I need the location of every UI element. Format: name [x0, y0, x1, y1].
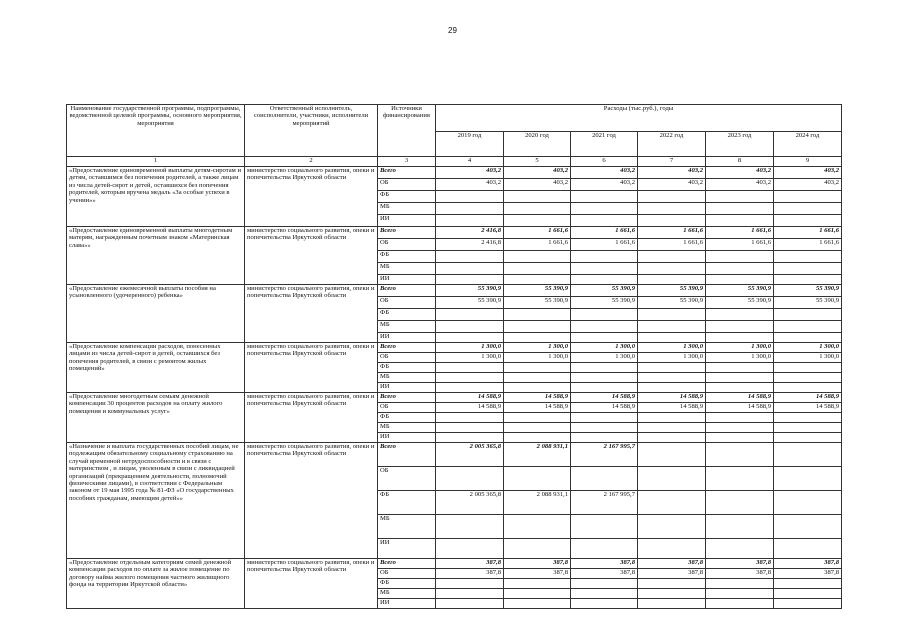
amount-cell	[774, 579, 842, 589]
amount-cell	[571, 263, 638, 275]
amount-cell: 14 588,9	[774, 393, 842, 403]
amount-cell	[504, 203, 571, 215]
amount-cell: 55 390,9	[504, 285, 571, 297]
amount-cell: 14 588,9	[706, 393, 774, 403]
amount-cell	[774, 373, 842, 383]
source-label: ИИ	[378, 539, 436, 559]
amount-cell	[774, 191, 842, 203]
measure-name: «Предоставление компенсации расходов, понесенных лицами из числа детей-сирот и детей, оставшихся без попечения родителей, в связи с ремонтом жилых помещений»	[67, 343, 245, 393]
amount-cell	[774, 203, 842, 215]
source-label: Всего	[378, 393, 436, 403]
source-label: ФБ	[378, 309, 436, 321]
amount-cell	[436, 589, 504, 599]
amount-cell	[504, 539, 571, 559]
amount-cell: 1 300,0	[774, 353, 842, 363]
amount-cell: 387,8	[504, 569, 571, 579]
amount-cell: 14 588,9	[571, 393, 638, 403]
amount-cell	[706, 251, 774, 263]
amount-cell: 403,2	[706, 167, 774, 179]
amount-cell: 1 661,6	[571, 239, 638, 251]
amount-cell	[571, 373, 638, 383]
source-label: МБ	[378, 263, 436, 275]
table-row	[67, 559, 842, 569]
source-label: ОБ	[378, 179, 436, 191]
amount-cell	[504, 383, 571, 393]
amount-cell	[436, 215, 504, 227]
amount-cell	[571, 413, 638, 423]
amount-cell: 1 661,6	[638, 227, 706, 239]
header-source: Источники финансирования	[378, 105, 436, 157]
header-name: Наименование государственной программы, подпрограммы, ведомственной целевой программы, основного мероприятия, мероприятия	[67, 105, 245, 157]
page-number: 29	[448, 26, 457, 35]
amount-cell: 1 300,0	[436, 353, 504, 363]
source-label: Всего	[378, 285, 436, 297]
measure-name: «Предоставление единовременной выплаты многодетным матерям, награжденным почетным знаком «Материнская слава»»	[67, 227, 245, 285]
amount-cell	[706, 321, 774, 333]
amount-cell	[706, 433, 774, 443]
amount-cell: 403,2	[436, 179, 504, 191]
amount-cell	[638, 373, 706, 383]
amount-cell	[436, 539, 504, 559]
source-label: Всего	[378, 559, 436, 569]
amount-cell	[571, 321, 638, 333]
source-label: ОБ	[378, 353, 436, 363]
amount-cell	[774, 263, 842, 275]
amount-cell	[638, 413, 706, 423]
amount-cell: 2 167 995,7	[571, 491, 638, 515]
amount-cell	[504, 515, 571, 539]
amount-cell	[706, 309, 774, 321]
amount-cell	[706, 203, 774, 215]
amount-cell: 387,8	[504, 559, 571, 569]
amount-cell	[706, 491, 774, 515]
amount-cell	[774, 383, 842, 393]
amount-cell	[571, 333, 638, 343]
source-label: МБ	[378, 203, 436, 215]
amount-cell	[504, 263, 571, 275]
source-label: МБ	[378, 423, 436, 433]
amount-cell: 1 661,6	[571, 227, 638, 239]
amount-cell	[706, 215, 774, 227]
amount-cell: 2 167 995,7	[571, 443, 638, 467]
amount-cell	[571, 251, 638, 263]
executor: министерство социального развития, опеки и попечительства Иркутской области	[245, 559, 378, 609]
amount-cell: 387,8	[436, 569, 504, 579]
amount-cell: 14 588,9	[774, 403, 842, 413]
amount-cell: 387,8	[706, 559, 774, 569]
amount-cell: 403,2	[774, 179, 842, 191]
source-label: ОБ	[378, 239, 436, 251]
amount-cell	[504, 309, 571, 321]
amount-cell: 403,2	[638, 167, 706, 179]
amount-cell: 1 300,0	[571, 343, 638, 353]
amount-cell	[436, 579, 504, 589]
amount-cell	[638, 433, 706, 443]
amount-cell	[436, 191, 504, 203]
amount-cell	[571, 363, 638, 373]
amount-cell	[436, 413, 504, 423]
amount-cell: 14 588,9	[436, 393, 504, 403]
amount-cell	[504, 413, 571, 423]
amount-cell	[638, 579, 706, 589]
amount-cell: 1 300,0	[504, 353, 571, 363]
amount-cell: 1 300,0	[638, 343, 706, 353]
amount-cell: 403,2	[774, 167, 842, 179]
source-label: МБ	[378, 515, 436, 539]
amount-cell: 2 088 931,1	[504, 491, 571, 515]
col-num: 3	[378, 157, 436, 167]
amount-cell	[638, 515, 706, 539]
amount-cell	[571, 589, 638, 599]
amount-cell: 403,2	[504, 167, 571, 179]
amount-cell: 14 588,9	[571, 403, 638, 413]
amount-cell	[571, 599, 638, 609]
source-label: ФБ	[378, 363, 436, 373]
amount-cell	[504, 251, 571, 263]
header-expenses: Расходы (тыс.руб.), годы	[436, 105, 842, 132]
executor: министерство социального развития, опеки и попечительства Иркутской области	[245, 443, 378, 559]
amount-cell	[571, 467, 638, 491]
amount-cell	[504, 363, 571, 373]
amount-cell	[638, 251, 706, 263]
amount-cell	[774, 443, 842, 467]
source-label: ОБ	[378, 569, 436, 579]
table-body	[67, 105, 842, 609]
amount-cell	[638, 275, 706, 285]
amount-cell	[436, 373, 504, 383]
amount-cell	[504, 321, 571, 333]
amount-cell	[774, 539, 842, 559]
amount-cell	[571, 309, 638, 321]
amount-cell: 1 661,6	[504, 227, 571, 239]
amount-cell: 1 300,0	[504, 343, 571, 353]
amount-cell: 403,2	[571, 167, 638, 179]
amount-cell	[571, 539, 638, 559]
amount-cell	[638, 263, 706, 275]
amount-cell	[774, 515, 842, 539]
amount-cell	[706, 467, 774, 491]
measure-name: «Предоставление ежемесячной выплаты пособия на усыновленного (удочеренного) ребенка»	[67, 285, 245, 343]
amount-cell: 14 588,9	[504, 403, 571, 413]
amount-cell: 14 588,9	[436, 403, 504, 413]
amount-cell	[638, 443, 706, 467]
amount-cell	[436, 309, 504, 321]
amount-cell	[774, 423, 842, 433]
table-row	[67, 227, 842, 239]
amount-cell: 1 300,0	[436, 343, 504, 353]
table-row	[67, 343, 842, 353]
measure-name: «Предоставление отдельным категориям семей денежной компенсации расходов по оплате за жилое помещение по договору найма жилого помещения частного жилищного фонда на территории Иркутской области»	[67, 559, 245, 609]
amount-cell	[706, 413, 774, 423]
amount-cell	[504, 589, 571, 599]
source-label: Всего	[378, 443, 436, 467]
amount-cell	[638, 321, 706, 333]
source-label: ФБ	[378, 191, 436, 203]
amount-cell: 387,8	[571, 569, 638, 579]
amount-cell: 1 661,6	[706, 227, 774, 239]
amount-cell	[706, 333, 774, 343]
amount-cell: 403,2	[504, 179, 571, 191]
amount-cell: 403,2	[436, 167, 504, 179]
source-label: ФБ	[378, 579, 436, 589]
amount-cell: 1 661,6	[638, 239, 706, 251]
source-label: ОБ	[378, 467, 436, 491]
amount-cell: 55 390,9	[638, 285, 706, 297]
amount-cell	[638, 191, 706, 203]
col-num: 4	[436, 157, 504, 167]
amount-cell: 2 416,8	[436, 227, 504, 239]
source-label: ИИ	[378, 383, 436, 393]
amount-cell	[571, 383, 638, 393]
amount-cell	[571, 203, 638, 215]
amount-cell	[504, 373, 571, 383]
amount-cell	[774, 321, 842, 333]
amount-cell	[504, 275, 571, 285]
source-label: ИИ	[378, 333, 436, 343]
year-2022: 2022 год	[638, 132, 706, 157]
amount-cell	[638, 599, 706, 609]
measure-name: «Назначение и выплата государственных пособий лицам, не подлежащим обязательному социальному страхованию на случай временной нетрудоспособности и в связи с материнством , и лицам, уволенным в связи с ликвидацией организаций (прекращением деятельности, полномочий физическими лицами), в соответствии с Федеральным законом от 19 мая 1995 года № 81-ФЗ «О государственных пособиях гражданам, имеющим детей»»	[67, 443, 245, 559]
source-label: ОБ	[378, 403, 436, 413]
amount-cell	[436, 363, 504, 373]
table-row	[67, 285, 842, 297]
table-row	[67, 443, 842, 467]
amount-cell	[504, 433, 571, 443]
amount-cell	[774, 363, 842, 373]
amount-cell	[706, 383, 774, 393]
amount-cell: 55 390,9	[706, 297, 774, 309]
source-label: ИИ	[378, 433, 436, 443]
amount-cell	[638, 589, 706, 599]
amount-cell	[571, 423, 638, 433]
year-2024: 2024 год	[774, 132, 842, 157]
amount-cell	[638, 309, 706, 321]
amount-cell	[436, 263, 504, 275]
amount-cell	[774, 413, 842, 423]
amount-cell	[436, 275, 504, 285]
amount-cell	[504, 215, 571, 227]
amount-cell	[706, 599, 774, 609]
amount-cell	[706, 589, 774, 599]
amount-cell	[638, 363, 706, 373]
amount-cell: 14 588,9	[638, 403, 706, 413]
amount-cell	[774, 599, 842, 609]
col-num: 8	[706, 157, 774, 167]
year-2023: 2023 год	[706, 132, 774, 157]
amount-cell: 55 390,9	[436, 285, 504, 297]
table-row	[67, 393, 842, 403]
year-2019: 2019 год	[436, 132, 504, 157]
amount-cell: 2 005 365,8	[436, 491, 504, 515]
source-label: ФБ	[378, 491, 436, 515]
amount-cell	[436, 515, 504, 539]
amount-cell	[504, 333, 571, 343]
amount-cell: 14 588,9	[638, 393, 706, 403]
amount-cell: 55 390,9	[504, 297, 571, 309]
col-num: 1	[67, 157, 245, 167]
amount-cell	[436, 433, 504, 443]
amount-cell	[638, 333, 706, 343]
amount-cell	[774, 309, 842, 321]
amount-cell: 55 390,9	[571, 297, 638, 309]
amount-cell	[436, 423, 504, 433]
source-label: ИИ	[378, 215, 436, 227]
amount-cell	[706, 423, 774, 433]
executor: министерство социального развития, опеки и попечительства Иркутской области	[245, 393, 378, 443]
amount-cell	[706, 515, 774, 539]
amount-cell	[638, 467, 706, 491]
amount-cell: 387,8	[774, 559, 842, 569]
amount-cell: 1 300,0	[774, 343, 842, 353]
amount-cell	[706, 373, 774, 383]
amount-cell: 2 088 931,1	[504, 443, 571, 467]
amount-cell: 387,8	[638, 559, 706, 569]
source-label: ФБ	[378, 413, 436, 423]
source-label: МБ	[378, 321, 436, 333]
amount-cell	[706, 579, 774, 589]
executor: министерство социального развития, опеки и попечительства Иркутской области	[245, 167, 378, 227]
executor: министерство социального развития, опеки и попечительства Иркутской области	[245, 227, 378, 285]
amount-cell: 55 390,9	[638, 297, 706, 309]
amount-cell	[774, 333, 842, 343]
amount-cell	[774, 433, 842, 443]
amount-cell: 14 588,9	[504, 393, 571, 403]
amount-cell	[571, 579, 638, 589]
amount-cell	[706, 539, 774, 559]
column-numbers-row	[67, 157, 842, 167]
source-label: ИИ	[378, 599, 436, 609]
amount-cell	[638, 491, 706, 515]
col-num: 9	[774, 157, 842, 167]
amount-cell	[774, 215, 842, 227]
amount-cell	[571, 515, 638, 539]
year-2020: 2020 год	[504, 132, 571, 157]
amount-cell: 55 390,9	[436, 297, 504, 309]
amount-cell	[436, 321, 504, 333]
amount-cell	[436, 333, 504, 343]
amount-cell	[504, 467, 571, 491]
measure-name: «Предоставление многодетным семьям денежной компенсации 30 процентов расходов на оплату жилого помещения и коммунальных услуг»	[67, 393, 245, 443]
executor: министерство социального развития, опеки и попечительства Иркутской области	[245, 285, 378, 343]
amount-cell	[638, 423, 706, 433]
amount-cell: 2 416,8	[436, 239, 504, 251]
amount-cell	[706, 443, 774, 467]
amount-cell: 55 390,9	[774, 285, 842, 297]
amount-cell: 1 661,6	[774, 227, 842, 239]
col-num: 6	[571, 157, 638, 167]
amount-cell	[706, 363, 774, 373]
amount-cell: 1 661,6	[706, 239, 774, 251]
amount-cell	[774, 467, 842, 491]
amount-cell: 1 300,0	[571, 353, 638, 363]
amount-cell	[638, 539, 706, 559]
amount-cell: 403,2	[706, 179, 774, 191]
amount-cell	[706, 275, 774, 285]
amount-cell	[504, 599, 571, 609]
amount-cell	[504, 423, 571, 433]
col-num: 5	[504, 157, 571, 167]
amount-cell: 387,8	[571, 559, 638, 569]
amount-cell: 403,2	[571, 179, 638, 191]
col-num: 2	[245, 157, 378, 167]
amount-cell	[571, 191, 638, 203]
amount-cell: 1 300,0	[638, 353, 706, 363]
amount-cell: 14 588,9	[706, 403, 774, 413]
source-label: ФБ	[378, 251, 436, 263]
amount-cell: 387,8	[436, 559, 504, 569]
source-label: ИИ	[378, 275, 436, 285]
amount-cell: 55 390,9	[706, 285, 774, 297]
amount-cell	[638, 203, 706, 215]
amount-cell: 1 661,6	[504, 239, 571, 251]
table-row	[67, 167, 842, 179]
amount-cell	[504, 579, 571, 589]
amount-cell	[774, 589, 842, 599]
measure-name: «Предоставление единовременной выплаты детям-сиротам и детям, оставшимся без попечения родителей, а также лицам из числа детей-сирот и детей, оставшихся без попечения родителей, которым вручена медаль «За особые успехи в учении»»	[67, 167, 245, 227]
amount-cell	[774, 251, 842, 263]
header-executor: Ответственный исполнитель, соисполнители, участники, исполнители мероприятий	[245, 105, 378, 157]
amount-cell: 387,8	[638, 569, 706, 579]
source-label: Всего	[378, 167, 436, 179]
amount-cell	[706, 263, 774, 275]
amount-cell: 1 300,0	[706, 343, 774, 353]
amount-cell	[436, 467, 504, 491]
header-row	[67, 105, 842, 132]
amount-cell: 2 005 365,8	[436, 443, 504, 467]
amount-cell: 403,2	[638, 179, 706, 191]
amount-cell	[571, 215, 638, 227]
amount-cell	[571, 275, 638, 285]
year-2021: 2021 год	[571, 132, 638, 157]
amount-cell: 55 390,9	[774, 297, 842, 309]
amount-cell	[436, 383, 504, 393]
amount-cell: 1 661,6	[774, 239, 842, 251]
source-label: Всего	[378, 227, 436, 239]
amount-cell	[638, 383, 706, 393]
amount-cell: 387,8	[774, 569, 842, 579]
source-label: Всего	[378, 343, 436, 353]
source-label: ОБ	[378, 297, 436, 309]
amount-cell	[436, 599, 504, 609]
amount-cell	[774, 275, 842, 285]
amount-cell	[774, 491, 842, 515]
amount-cell	[436, 251, 504, 263]
executor: министерство социального развития, опеки и попечительства Иркутской области	[245, 343, 378, 393]
expenditure-table	[66, 104, 842, 609]
amount-cell: 1 300,0	[706, 353, 774, 363]
amount-cell	[638, 215, 706, 227]
amount-cell: 55 390,9	[571, 285, 638, 297]
col-num: 7	[638, 157, 706, 167]
amount-cell	[571, 433, 638, 443]
source-label: МБ	[378, 373, 436, 383]
amount-cell	[706, 191, 774, 203]
amount-cell	[504, 191, 571, 203]
source-label: МБ	[378, 589, 436, 599]
amount-cell	[436, 203, 504, 215]
amount-cell: 387,8	[706, 569, 774, 579]
